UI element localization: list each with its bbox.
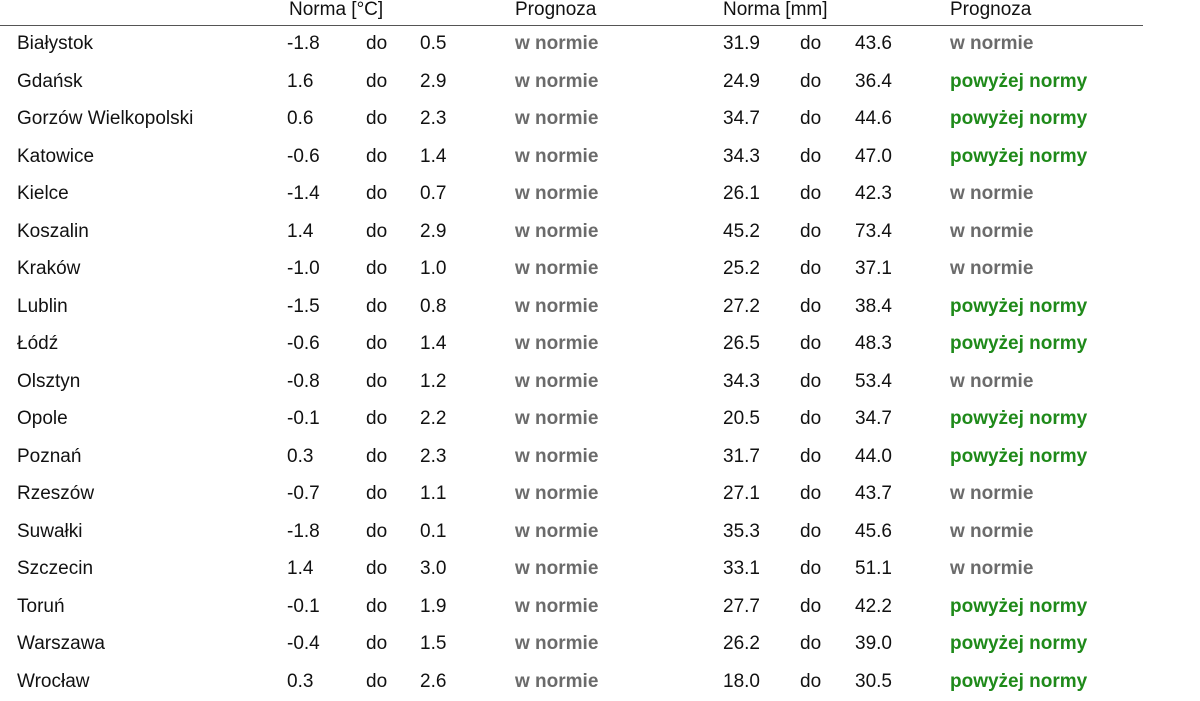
city-name: Kielce (17, 182, 69, 206)
temp-forecast: w normie (515, 595, 598, 619)
temp-norm-min: 0.3 (287, 670, 313, 694)
temp-forecast: w normie (515, 332, 598, 356)
temp-forecast: w normie (515, 670, 598, 694)
temp-norm-max: 2.9 (420, 70, 446, 94)
temp-range-separator: do (366, 482, 387, 506)
temp-norm-min: -1.4 (287, 182, 320, 206)
temp-norm-max: 1.4 (420, 332, 446, 356)
precip-range-separator: do (800, 445, 821, 469)
precip-forecast: powyżej normy (950, 445, 1087, 469)
temp-norm-max: 2.3 (420, 445, 446, 469)
precip-forecast: powyżej normy (950, 332, 1087, 356)
precip-range-separator: do (800, 257, 821, 281)
city-name: Koszalin (17, 220, 89, 244)
precip-forecast: powyżej normy (950, 295, 1087, 319)
table-body (0, 26, 1200, 701)
precip-forecast: powyżej normy (950, 107, 1087, 131)
temp-range-separator: do (366, 445, 387, 469)
precip-range-separator: do (800, 295, 821, 319)
city-name: Gorzów Wielkopolski (17, 107, 193, 131)
temp-forecast: w normie (515, 520, 598, 544)
precip-forecast: powyżej normy (950, 70, 1087, 94)
temp-norm-min: 1.4 (287, 220, 313, 244)
temp-norm-max: 2.3 (420, 107, 446, 131)
precip-range-separator: do (800, 520, 821, 544)
precip-norm-min: 25.2 (723, 257, 760, 281)
city-name: Lublin (17, 295, 68, 319)
temp-norm-max: 1.0 (420, 257, 446, 281)
precip-range-separator: do (800, 70, 821, 94)
temp-norm-min: -0.8 (287, 370, 320, 394)
precip-forecast: powyżej normy (950, 145, 1087, 169)
precip-norm-max: 48.3 (855, 332, 892, 356)
precip-norm-max: 42.2 (855, 595, 892, 619)
precip-norm-max: 44.0 (855, 445, 892, 469)
table-row (0, 439, 1200, 477)
precip-norm-max: 34.7 (855, 407, 892, 431)
table-row (0, 514, 1200, 552)
temp-norm-max: 0.1 (420, 520, 446, 544)
precip-norm-max: 42.3 (855, 182, 892, 206)
table-row (0, 626, 1200, 664)
precip-forecast: w normie (950, 370, 1033, 394)
precip-range-separator: do (800, 557, 821, 581)
temp-norm-max: 3.0 (420, 557, 446, 581)
city-name: Warszawa (17, 632, 105, 656)
temp-norm-min: 0.3 (287, 445, 313, 469)
city-name: Szczecin (17, 557, 93, 581)
temp-forecast: w normie (515, 107, 598, 131)
table-row (0, 64, 1200, 102)
city-name: Poznań (17, 445, 81, 469)
temp-norm-min: -0.7 (287, 482, 320, 506)
temp-norm-min: -1.8 (287, 520, 320, 544)
temp-norm-min: -0.1 (287, 595, 320, 619)
temp-range-separator: do (366, 145, 387, 169)
city-name: Gdańsk (17, 70, 82, 94)
precip-norm-max: 44.6 (855, 107, 892, 131)
precip-range-separator: do (800, 670, 821, 694)
temp-norm-max: 1.5 (420, 632, 446, 656)
city-name: Rzeszów (17, 482, 94, 506)
temp-range-separator: do (366, 32, 387, 56)
temp-range-separator: do (366, 595, 387, 619)
precip-forecast: w normie (950, 32, 1033, 56)
precip-norm-max: 36.4 (855, 70, 892, 94)
precip-norm-min: 24.9 (723, 70, 760, 94)
table-row (0, 664, 1200, 701)
precip-forecast: w normie (950, 520, 1033, 544)
temp-forecast: w normie (515, 445, 598, 469)
city-name: Łódź (17, 332, 58, 356)
city-name: Suwałki (17, 520, 82, 544)
temp-norm-max: 1.1 (420, 482, 446, 506)
temp-norm-min: -1.5 (287, 295, 320, 319)
precip-norm-min: 34.7 (723, 107, 760, 131)
temp-range-separator: do (366, 332, 387, 356)
precip-norm-min: 27.2 (723, 295, 760, 319)
temp-norm-min: -1.0 (287, 257, 320, 281)
temp-norm-min: -0.4 (287, 632, 320, 656)
temp-norm-min: -0.6 (287, 145, 320, 169)
temp-norm-max: 1.2 (420, 370, 446, 394)
city-name: Katowice (17, 145, 94, 169)
precip-norm-max: 51.1 (855, 557, 892, 581)
precip-norm-max: 30.5 (855, 670, 892, 694)
precip-forecast: w normie (950, 257, 1033, 281)
precip-norm-min: 34.3 (723, 145, 760, 169)
city-name: Wrocław (17, 670, 90, 694)
temp-forecast: w normie (515, 632, 598, 656)
temp-range-separator: do (366, 295, 387, 319)
header-norma-precip: Norma [mm] (723, 0, 828, 22)
precip-norm-max: 43.6 (855, 32, 892, 56)
precip-norm-max: 73.4 (855, 220, 892, 244)
precip-norm-min: 45.2 (723, 220, 760, 244)
temp-range-separator: do (366, 557, 387, 581)
precip-norm-min: 26.2 (723, 632, 760, 656)
temp-forecast: w normie (515, 32, 598, 56)
table-row (0, 214, 1200, 252)
precip-range-separator: do (800, 332, 821, 356)
city-name: Opole (17, 407, 68, 431)
temp-range-separator: do (366, 107, 387, 131)
temp-range-separator: do (366, 407, 387, 431)
table-header (0, 0, 1200, 26)
temp-forecast: w normie (515, 407, 598, 431)
precip-range-separator: do (800, 145, 821, 169)
precip-norm-max: 37.1 (855, 257, 892, 281)
precip-norm-max: 45.6 (855, 520, 892, 544)
precip-norm-min: 26.5 (723, 332, 760, 356)
table-row (0, 476, 1200, 514)
temp-forecast: w normie (515, 182, 598, 206)
table-row (0, 589, 1200, 627)
temp-norm-min: 1.6 (287, 70, 313, 94)
precip-range-separator: do (800, 220, 821, 244)
temp-forecast: w normie (515, 220, 598, 244)
temp-norm-min: -0.1 (287, 407, 320, 431)
table-row (0, 26, 1200, 64)
temp-range-separator: do (366, 182, 387, 206)
temp-norm-max: 2.9 (420, 220, 446, 244)
temp-range-separator: do (366, 70, 387, 94)
precip-forecast: w normie (950, 182, 1033, 206)
temp-forecast: w normie (515, 370, 598, 394)
precip-norm-min: 33.1 (723, 557, 760, 581)
temp-norm-min: -1.8 (287, 32, 320, 56)
city-name: Olsztyn (17, 370, 80, 394)
table-row (0, 364, 1200, 402)
precip-norm-min: 35.3 (723, 520, 760, 544)
temp-norm-max: 2.2 (420, 407, 446, 431)
table-row (0, 326, 1200, 364)
precip-range-separator: do (800, 370, 821, 394)
precip-forecast: powyżej normy (950, 670, 1087, 694)
temp-norm-max: 0.8 (420, 295, 446, 319)
temp-norm-max: 1.9 (420, 595, 446, 619)
precip-range-separator: do (800, 407, 821, 431)
precip-norm-min: 27.1 (723, 482, 760, 506)
precip-range-separator: do (800, 595, 821, 619)
temp-norm-min: 0.6 (287, 107, 313, 131)
precip-range-separator: do (800, 482, 821, 506)
temp-forecast: w normie (515, 70, 598, 94)
precip-norm-min: 34.3 (723, 370, 760, 394)
precip-forecast: powyżej normy (950, 595, 1087, 619)
city-name: Toruń (17, 595, 65, 619)
temp-range-separator: do (366, 670, 387, 694)
precip-forecast: w normie (950, 482, 1033, 506)
temp-range-separator: do (366, 632, 387, 656)
temp-norm-min: -0.6 (287, 332, 320, 356)
precip-norm-min: 31.7 (723, 445, 760, 469)
city-name: Białystok (17, 32, 93, 56)
precip-range-separator: do (800, 32, 821, 56)
table-row (0, 139, 1200, 177)
precip-norm-max: 47.0 (855, 145, 892, 169)
temp-forecast: w normie (515, 257, 598, 281)
precip-forecast: powyżej normy (950, 407, 1087, 431)
temp-range-separator: do (366, 257, 387, 281)
temp-norm-max: 0.5 (420, 32, 446, 56)
precip-forecast: w normie (950, 557, 1033, 581)
table-row (0, 401, 1200, 439)
table-row (0, 251, 1200, 289)
table-row (0, 289, 1200, 327)
temp-norm-max: 1.4 (420, 145, 446, 169)
precip-norm-min: 20.5 (723, 407, 760, 431)
temp-norm-min: 1.4 (287, 557, 313, 581)
temp-forecast: w normie (515, 145, 598, 169)
precip-norm-max: 39.0 (855, 632, 892, 656)
precip-norm-max: 38.4 (855, 295, 892, 319)
temp-norm-max: 2.6 (420, 670, 446, 694)
temp-forecast: w normie (515, 295, 598, 319)
table-row (0, 551, 1200, 589)
header-prognoza-temp: Prognoza (515, 0, 596, 22)
precip-forecast: powyżej normy (950, 632, 1087, 656)
precip-range-separator: do (800, 182, 821, 206)
temp-norm-max: 0.7 (420, 182, 446, 206)
temp-range-separator: do (366, 520, 387, 544)
header-prognoza-precip: Prognoza (950, 0, 1031, 22)
temp-forecast: w normie (515, 482, 598, 506)
temp-range-separator: do (366, 220, 387, 244)
precip-norm-min: 31.9 (723, 32, 760, 56)
precip-forecast: w normie (950, 220, 1033, 244)
precip-norm-max: 43.7 (855, 482, 892, 506)
temp-range-separator: do (366, 370, 387, 394)
city-name: Kraków (17, 257, 80, 281)
temp-forecast: w normie (515, 557, 598, 581)
table-row (0, 176, 1200, 214)
precip-norm-min: 18.0 (723, 670, 760, 694)
precip-range-separator: do (800, 107, 821, 131)
precip-range-separator: do (800, 632, 821, 656)
precip-norm-min: 26.1 (723, 182, 760, 206)
header-norma-temp: Norma [°C] (289, 0, 383, 22)
precip-norm-max: 53.4 (855, 370, 892, 394)
precip-norm-min: 27.7 (723, 595, 760, 619)
table-row (0, 101, 1200, 139)
